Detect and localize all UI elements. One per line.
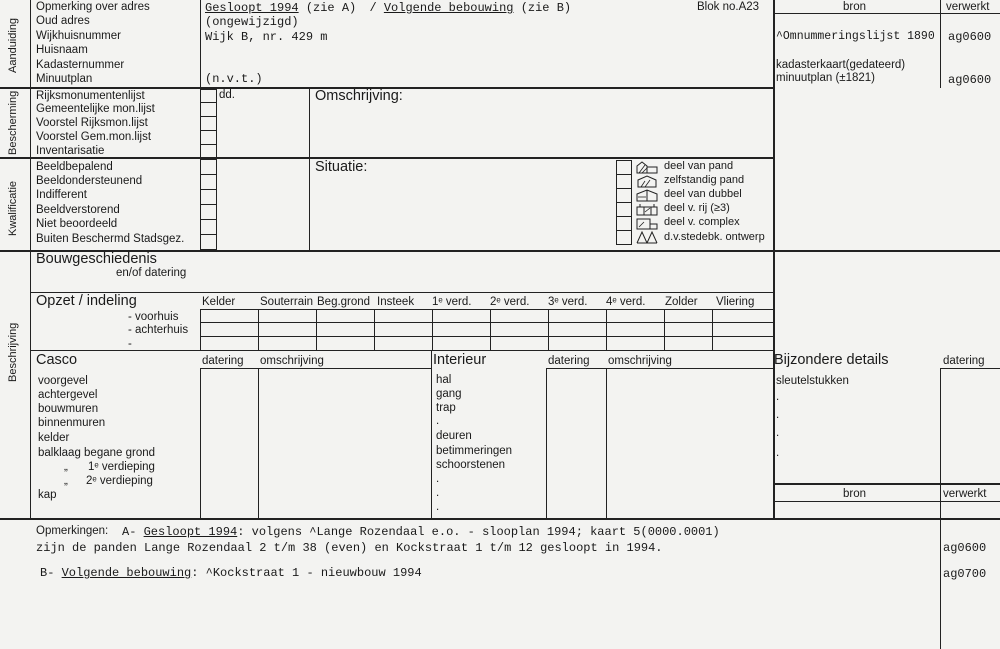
kwalificatie-item: Niet beoordeeld xyxy=(36,218,118,230)
casco-item: voorgevel xyxy=(38,375,88,387)
opzet-column: 2ᵉ verd. xyxy=(490,296,530,308)
bron-header: bron xyxy=(843,1,867,13)
kwalificatie-item: Beeldverstorend xyxy=(36,204,120,216)
deel-van-pand-icon xyxy=(636,161,658,174)
typed-zie-b: (zie B) xyxy=(520,1,572,15)
opzet-row-line-1 xyxy=(200,309,773,310)
bescherming-item: Voorstel Rijksmon.lijst xyxy=(36,117,148,129)
bron-omnummeringslijst: ^Omnummeringslijst 1890 xyxy=(776,30,935,43)
label-minuutplan: Minuutplan xyxy=(36,73,93,85)
situatie-checkbox[interactable] xyxy=(616,216,632,231)
opzet-row-label: - xyxy=(128,338,132,350)
interieur-item: schoorstenen xyxy=(436,459,506,471)
deel-van-dubbel-icon xyxy=(636,189,658,202)
opmerking-a[interactable] xyxy=(122,525,720,539)
situatie-option: d.v.stedebk. ontwerp xyxy=(664,231,765,243)
interieur-item: trap xyxy=(436,402,456,414)
divider-side-label-top xyxy=(30,0,31,251)
casco-title: Casco xyxy=(36,352,78,368)
kwalificatie-checkbox[interactable] xyxy=(200,189,217,205)
divider-header-left xyxy=(200,0,201,88)
side-label-aanduiding: Aanduiding xyxy=(7,17,19,73)
deel-van-rij-icon xyxy=(636,203,658,216)
side-label-kwalificatie: Kwalificatie xyxy=(7,180,19,236)
interieur-item: . xyxy=(436,487,440,499)
bescherming-item: Inventarisatie xyxy=(36,145,105,157)
verwerkt-entry-1: ag0600 xyxy=(948,30,992,44)
situatie-checkbox[interactable] xyxy=(616,188,632,203)
interieur-item: . xyxy=(436,473,440,485)
casco-item: achtergevel xyxy=(38,389,98,401)
opmerking-b[interactable] xyxy=(40,566,422,580)
typed-gesloopt: Gesloopt 1994 xyxy=(205,1,299,15)
verwerkt-entry-2: ag0600 xyxy=(948,73,992,87)
opzet-col-line xyxy=(606,309,607,350)
divider-opzet xyxy=(30,350,774,351)
casco-ditto-mark: „ xyxy=(64,461,68,473)
casco-item: bouwmuren xyxy=(38,403,99,415)
divider-bijzondere-bron xyxy=(773,483,1000,485)
opzet-col-line xyxy=(548,309,549,350)
opzet-col-line xyxy=(258,309,259,350)
bijzondere-item: . xyxy=(776,427,780,439)
situatie-option: deel van dubbel xyxy=(664,188,742,200)
side-label-beschrijving: Beschrijving xyxy=(7,322,19,382)
typed-volgende-bebouwing: Volgende bebouwing xyxy=(383,1,514,15)
bouwgeschiedenis-title: Bouwgeschiedenis xyxy=(36,251,157,267)
casco-header-line xyxy=(200,368,431,369)
kwalificatie-checkbox[interactable] xyxy=(200,219,217,235)
bijzondere-title: Bijzondere details xyxy=(774,352,889,368)
situatie-checkbox[interactable] xyxy=(616,202,632,217)
typed-wijkhuisnummer[interactable]: Wijk B, nr. 429 m xyxy=(205,30,328,44)
interieur-title: Interieur xyxy=(433,352,487,368)
bijzondere-col-line xyxy=(940,368,941,484)
casco-col-line xyxy=(200,368,201,518)
interieur-divider xyxy=(431,350,432,518)
divider-bijzondere-bron-header xyxy=(773,501,1000,502)
divider-right-column xyxy=(773,0,775,519)
typed-minuutplan[interactable]: (n.v.t.) xyxy=(205,72,263,86)
casco-omschrijving-label: omschrijving xyxy=(260,355,324,367)
typed-opmerking[interactable] xyxy=(205,1,571,15)
bijzondere-bron-label: bron xyxy=(843,488,867,500)
opzet-col-line xyxy=(374,309,375,350)
deel-van-complex-icon xyxy=(636,217,658,230)
casco-item: kelder xyxy=(38,432,70,444)
interieur-datering-label: datering xyxy=(548,355,590,367)
opzet-row-line-2 xyxy=(200,322,773,323)
opzet-row-label: - achterhuis xyxy=(128,324,189,336)
interieur-omschrijving-label: omschrijving xyxy=(608,355,672,367)
bescherming-item: Rijksmonumentenlijst xyxy=(36,90,145,102)
opzet-column: Insteek xyxy=(377,296,415,308)
opmerking-b-prefix: B- xyxy=(40,566,55,580)
casco-kap: kap xyxy=(38,489,57,501)
situatie-option: deel v. complex xyxy=(664,216,740,228)
bijzondere-verwerkt-label: verwerkt xyxy=(943,488,987,500)
bescherming-checkbox[interactable] xyxy=(200,89,217,103)
bron-kadasterkaart: kadasterkaart(gedateerd) xyxy=(776,59,906,71)
divider-bron-verwerkt-bottom xyxy=(940,484,941,649)
kwalificatie-item: Beeldbepalend xyxy=(36,161,113,173)
opmerking-a-title: Gesloopt 1994 xyxy=(143,525,238,539)
opzet-column: 1ᵉ verd. xyxy=(432,296,472,308)
opmerking-a-text: : volgens ^Lange Rozendaal e.o. - slooplan 1994; kaart 5(0000.0001) xyxy=(237,525,720,539)
bijzondere-item: . xyxy=(776,391,780,403)
opzet-column: 3ᵉ verd. xyxy=(548,296,588,308)
opzet-col-line xyxy=(316,309,317,350)
interieur-item: deuren xyxy=(436,430,472,442)
kwalificatie-item: Indifferent xyxy=(36,189,87,201)
bescherming-item: Voorstel Gem.mon.lijst xyxy=(36,131,152,143)
bijzondere-header-line xyxy=(940,368,1000,369)
opzet-col-line xyxy=(490,309,491,350)
bron-minuutplan: minuutplan (±1821) xyxy=(776,72,876,84)
divider-bouwgeschiedenis xyxy=(30,292,774,293)
opzet-column: Kelder xyxy=(202,296,236,308)
kwalificatie-checkbox[interactable] xyxy=(200,234,217,250)
verwerkt-header: verwerkt xyxy=(946,1,990,13)
opmerking-a-line2[interactable]: zijn de panden Lange Rozendaal 2 t/m 38 (even) en Kockstraat 1 t/m 12 gesloopt in 1994. xyxy=(36,541,663,555)
opzet-column: Souterrain xyxy=(260,296,314,308)
situatie-checkbox[interactable] xyxy=(616,160,632,175)
opmerking-b-text: : ^Kockstraat 1 - nieuwbouw 1994 xyxy=(191,566,422,580)
typed-oud-adres[interactable]: (ongewijzigd) xyxy=(205,15,299,29)
opmerking-verwerkt-a: ag0600 xyxy=(943,541,987,555)
label-opmerking-adres: Opmerking over adres xyxy=(36,1,150,13)
casco-ditto-mark: „ xyxy=(64,475,68,487)
situatie-option: deel v. rij (≥3) xyxy=(664,202,730,214)
opzet-col-line xyxy=(200,309,201,350)
situatie-option: deel van pand xyxy=(664,160,734,172)
opzet-col-line xyxy=(712,309,713,350)
bescherming-checkbox[interactable] xyxy=(200,144,217,158)
opmerking-a-prefix: A- xyxy=(122,525,137,539)
label-wijkhuisnummer: Wijkhuisnummer xyxy=(36,30,121,42)
opmerkingen-label: Opmerkingen: xyxy=(36,525,109,537)
kwalificatie-checkbox[interactable] xyxy=(200,159,217,175)
casco-col-line xyxy=(258,368,259,518)
interieur-item: gang xyxy=(436,388,462,400)
dd-label: dd. xyxy=(219,89,235,101)
situatie-checkbox[interactable] xyxy=(616,174,632,189)
opzet-column: Zolder xyxy=(665,296,698,308)
omschrijving-label: Omschrijving: xyxy=(315,88,403,104)
casco-item: binnenmuren xyxy=(38,417,106,429)
casco-verdieping-2: 2ᵉ verdieping xyxy=(86,475,153,487)
stedebouwkundig-ontwerp-icon xyxy=(636,231,658,244)
kwalificatie-checkbox[interactable] xyxy=(200,204,217,220)
opmerking-verwerkt-b: ag0700 xyxy=(943,567,987,581)
label-huisnaam: Huisnaam xyxy=(36,44,88,56)
kwalificatie-item: Beeldondersteunend xyxy=(36,175,143,187)
interieur-item: betimmeringen xyxy=(436,445,513,457)
bescherming-item: Gemeentelijke mon.lijst xyxy=(36,103,155,115)
opzet-row-label: - voorhuis xyxy=(128,311,179,323)
casco-verdieping-1: 1ᵉ verdieping xyxy=(88,461,155,473)
blok-label: Blok no. xyxy=(697,1,739,13)
kwalificatie-checkbox[interactable] xyxy=(200,174,217,190)
casco-datering-label: datering xyxy=(202,355,244,367)
interieur-item: . xyxy=(436,415,440,427)
typed-separator: / xyxy=(369,1,377,15)
bijzondere-item: . xyxy=(776,409,780,421)
situatie-checkbox[interactable] xyxy=(616,230,632,245)
label-oud-adres: Oud adres xyxy=(36,15,90,27)
bescherming-checkbox[interactable] xyxy=(200,130,217,145)
typed-zie-a: (zie A) xyxy=(305,1,357,15)
divider-dd-col xyxy=(309,88,310,251)
bijzondere-item: sleutelstukken xyxy=(776,375,849,387)
opzet-col-line xyxy=(432,309,433,350)
blok-number[interactable] xyxy=(697,0,759,14)
situatie-label: Situatie: xyxy=(315,159,368,175)
opzet-col-line xyxy=(664,309,665,350)
opzet-title: Opzet / indeling xyxy=(36,293,137,309)
interieur-col-line xyxy=(606,368,607,518)
bijzondere-datering-label: datering xyxy=(943,355,985,367)
divider-bescherming xyxy=(0,157,775,159)
zelfstandig-pand-icon xyxy=(636,175,658,188)
interieur-item: hal xyxy=(436,374,452,386)
bijzondere-item: . xyxy=(776,447,780,459)
divider-opmerkingen xyxy=(0,518,1000,520)
bescherming-checkbox[interactable] xyxy=(200,102,217,117)
side-label-bescherming: Bescherming xyxy=(7,90,19,155)
interieur-item: . xyxy=(436,501,440,513)
bescherming-checkbox[interactable] xyxy=(200,116,217,131)
opzet-column: Beg.grond xyxy=(317,296,371,308)
blok-value: A23 xyxy=(738,1,760,13)
interieur-col-line xyxy=(546,368,547,518)
casco-item: balklaag begane grond xyxy=(38,447,156,459)
opzet-row-line-3 xyxy=(200,336,773,337)
kwalificatie-item: Buiten Beschermd Stadsgez. xyxy=(36,233,185,245)
opzet-column: Vliering xyxy=(716,296,755,308)
situatie-option: zelfstandig pand xyxy=(664,174,745,186)
opmerking-b-title: Volgende bebouwing xyxy=(61,566,192,580)
bouwgeschiedenis-subtitle: en/of datering xyxy=(116,267,187,279)
label-kadasternummer: Kadasternummer xyxy=(36,59,125,71)
interieur-header-line xyxy=(546,368,773,369)
opzet-column: 4ᵉ verd. xyxy=(606,296,646,308)
